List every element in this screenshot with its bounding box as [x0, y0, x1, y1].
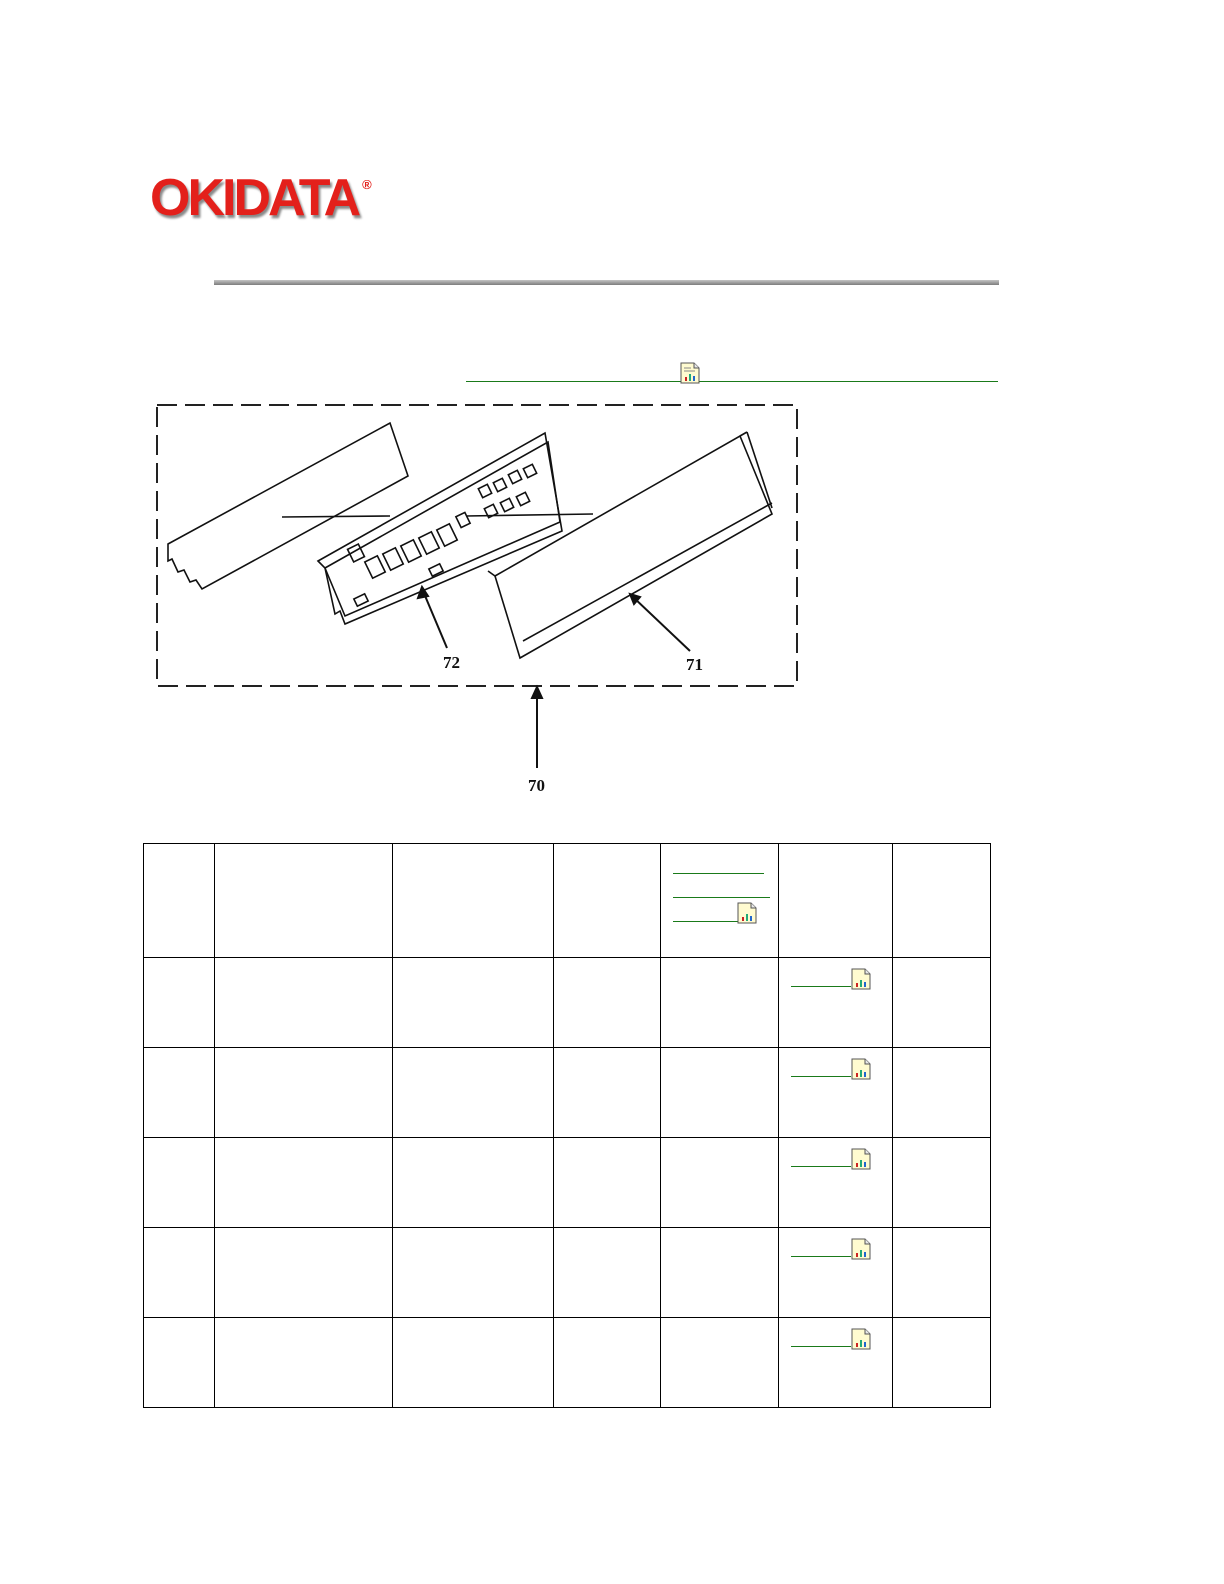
table-cell: [215, 844, 393, 958]
horizontal-rule: [214, 280, 999, 285]
table-cell: [893, 1138, 991, 1228]
table-row: [144, 958, 991, 1048]
table-cell: [554, 1318, 661, 1408]
table-cell: [779, 1138, 893, 1228]
row-link-underline[interactable]: [791, 986, 851, 987]
header-link-underline[interactable]: [673, 897, 770, 898]
part-72-switch-panel: [318, 433, 562, 624]
parts-table: [143, 843, 991, 1408]
table-row: [144, 1318, 991, 1408]
table-row: [144, 1228, 991, 1318]
table-row: [144, 1138, 991, 1228]
document-chart-icon[interactable]: [851, 968, 871, 990]
table-cell: [893, 1318, 991, 1408]
document-chart-icon[interactable]: [737, 902, 757, 924]
table-cell: [144, 844, 215, 958]
table-cell: [393, 844, 554, 958]
table-cell: [779, 1228, 893, 1318]
table-cell: [144, 1138, 215, 1228]
header-link-underline[interactable]: [673, 873, 764, 874]
table-cell: [661, 1318, 779, 1408]
table-header-row: [144, 844, 991, 958]
table-cell: [779, 1048, 893, 1138]
table-cell: [893, 844, 991, 958]
callout-70: 70: [528, 776, 545, 795]
table-cell: [144, 1228, 215, 1318]
assembly-boundary: [157, 405, 797, 686]
table-cell: [779, 1318, 893, 1408]
row-link-underline[interactable]: [791, 1346, 851, 1347]
table-cell: [661, 1138, 779, 1228]
table-cell: [144, 1318, 215, 1408]
parts-diagram: [150, 396, 810, 796]
table-cell: [393, 1138, 554, 1228]
table-cell: [554, 958, 661, 1048]
row-link-underline[interactable]: [791, 1076, 851, 1077]
okidata-logo: OKIDATA ®: [150, 169, 372, 227]
document-chart-icon[interactable]: [680, 362, 700, 384]
table-cell: [661, 1048, 779, 1138]
table-cell: [893, 958, 991, 1048]
leader-line: [282, 516, 390, 517]
callout-71: 71: [686, 655, 703, 674]
table-cell: [393, 958, 554, 1048]
document-chart-icon[interactable]: [851, 1058, 871, 1080]
table-cell: [215, 1228, 393, 1318]
table-cell: [661, 958, 779, 1048]
document-chart-icon[interactable]: [851, 1328, 871, 1350]
table-cell: [893, 1048, 991, 1138]
table-cell: [215, 1048, 393, 1138]
row-link-underline[interactable]: [791, 1256, 851, 1257]
table-cell: [554, 844, 661, 958]
table-cell: [393, 1318, 554, 1408]
table-cell: [215, 1138, 393, 1228]
document-chart-icon[interactable]: [851, 1148, 871, 1170]
table-cell: [554, 1048, 661, 1138]
table-cell: [144, 958, 215, 1048]
row-link-underline[interactable]: [791, 1166, 851, 1167]
table-cell: [554, 1138, 661, 1228]
table-cell: [661, 1228, 779, 1318]
table-cell: [215, 958, 393, 1048]
header-link-underline[interactable]: [673, 921, 739, 922]
table-cell: [661, 844, 779, 958]
table-cell: [779, 844, 893, 958]
table-cell: [393, 1048, 554, 1138]
part-cover-strip: [168, 423, 408, 589]
table-cell: [144, 1048, 215, 1138]
callout-arrows: [418, 587, 690, 768]
table-row: [144, 1048, 991, 1138]
leader-line: [466, 514, 593, 516]
table-cell: [554, 1228, 661, 1318]
section-link-underline[interactable]: [466, 381, 998, 382]
table-cell: [779, 958, 893, 1048]
table-cell: [215, 1318, 393, 1408]
callout-72: 72: [443, 653, 460, 672]
document-chart-icon[interactable]: [851, 1238, 871, 1260]
table-cell: [893, 1228, 991, 1318]
table-cell: [393, 1228, 554, 1318]
